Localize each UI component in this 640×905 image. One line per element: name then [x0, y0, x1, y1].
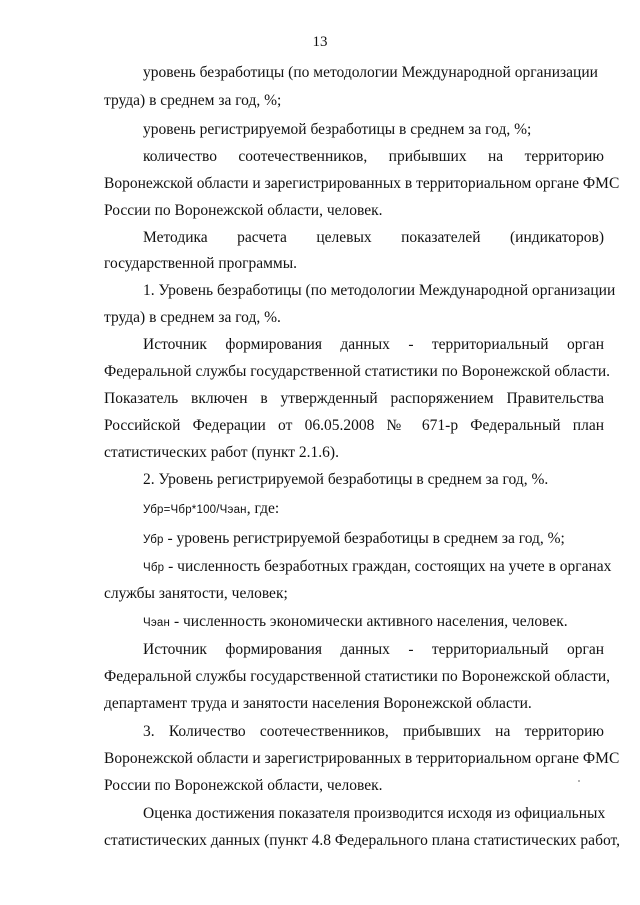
text-line: Воронежской области и зарегистрированных в территориальном органе ФМС [104, 175, 620, 192]
text-line: уровень регистрируемой безработицы в среднем за год, %; [143, 121, 532, 138]
formula-symbol: Чэан [143, 617, 171, 629]
text-line: Источник формирования данных - территориальный орган [143, 641, 604, 658]
text-line: труда) в среднем за год, %; [104, 92, 282, 109]
text-line: 2. Уровень регистрируемой безработицы в среднем за год, %. [143, 471, 549, 488]
formula-line [143, 500, 604, 519]
formula-symbol: Убр [143, 534, 164, 546]
text-line: количество соотечественников, прибывших на территорию [143, 148, 604, 165]
text-line: Воронежской области и зарегистрированных в территориальном органе ФМС [104, 750, 620, 767]
text-line: труда) в среднем за год, %. [104, 309, 281, 326]
text-line: Источник формирования данных - территориальный орган [143, 336, 604, 353]
text-line: - численность безработных граждан, состоящих на учете в органах [168, 558, 612, 575]
text-line: уровень безработицы (по методологии Международной организации [143, 64, 598, 81]
text-line: Методика расчета целевых показателей (индикаторов) [143, 229, 604, 246]
text-line: департамент труда и занятости населения Воронежской области. [104, 695, 532, 712]
text-line: 1. Уровень безработицы (по методологии Международной организации [143, 282, 616, 299]
legend-line [143, 613, 604, 632]
text-line: России по Воронежской области, человек. [104, 777, 383, 794]
text-line: Федеральной службы государственной статистики по Воронежской области, [104, 668, 611, 685]
text-line: государственной программы. [104, 255, 298, 272]
formula-suffix: , где: [246, 500, 280, 517]
text-line: статистических работ (пункт 2.1.6). [104, 444, 339, 461]
page-number: 13 [312, 34, 328, 50]
text-line: Оценка достижения показателя производится исходя из официальных [143, 805, 606, 822]
legend-line [143, 530, 604, 549]
text-line: статистических данных (пункт 4.8 Федерального плана статистических работ, [104, 832, 620, 849]
text-line: - численность экономически активного населения, человек. [173, 613, 568, 630]
legend-line [143, 558, 612, 577]
text-line: - уровень регистрируемой безработицы в среднем за год, %; [167, 530, 565, 547]
text-line: Показатель включен в утвержденный распоряжением Правительства [104, 390, 604, 407]
formula-symbol: Чбр [143, 562, 165, 574]
text-line: России по Воронежской области, человек. [104, 202, 383, 219]
text-line: 3. Количество соотечественников, прибывших на территорию [143, 723, 604, 740]
scan-speck [578, 780, 580, 782]
formula-expression: Убр=Чбр*100/Чэан [143, 504, 247, 516]
text-line: службы занятости, человек; [104, 585, 288, 602]
text-line: Федеральной службы государственной статистики по Воронежской области. [104, 363, 611, 380]
text-line: Российской Федерации от 06.05.2008 № 671-р Федеральный план [104, 417, 604, 434]
